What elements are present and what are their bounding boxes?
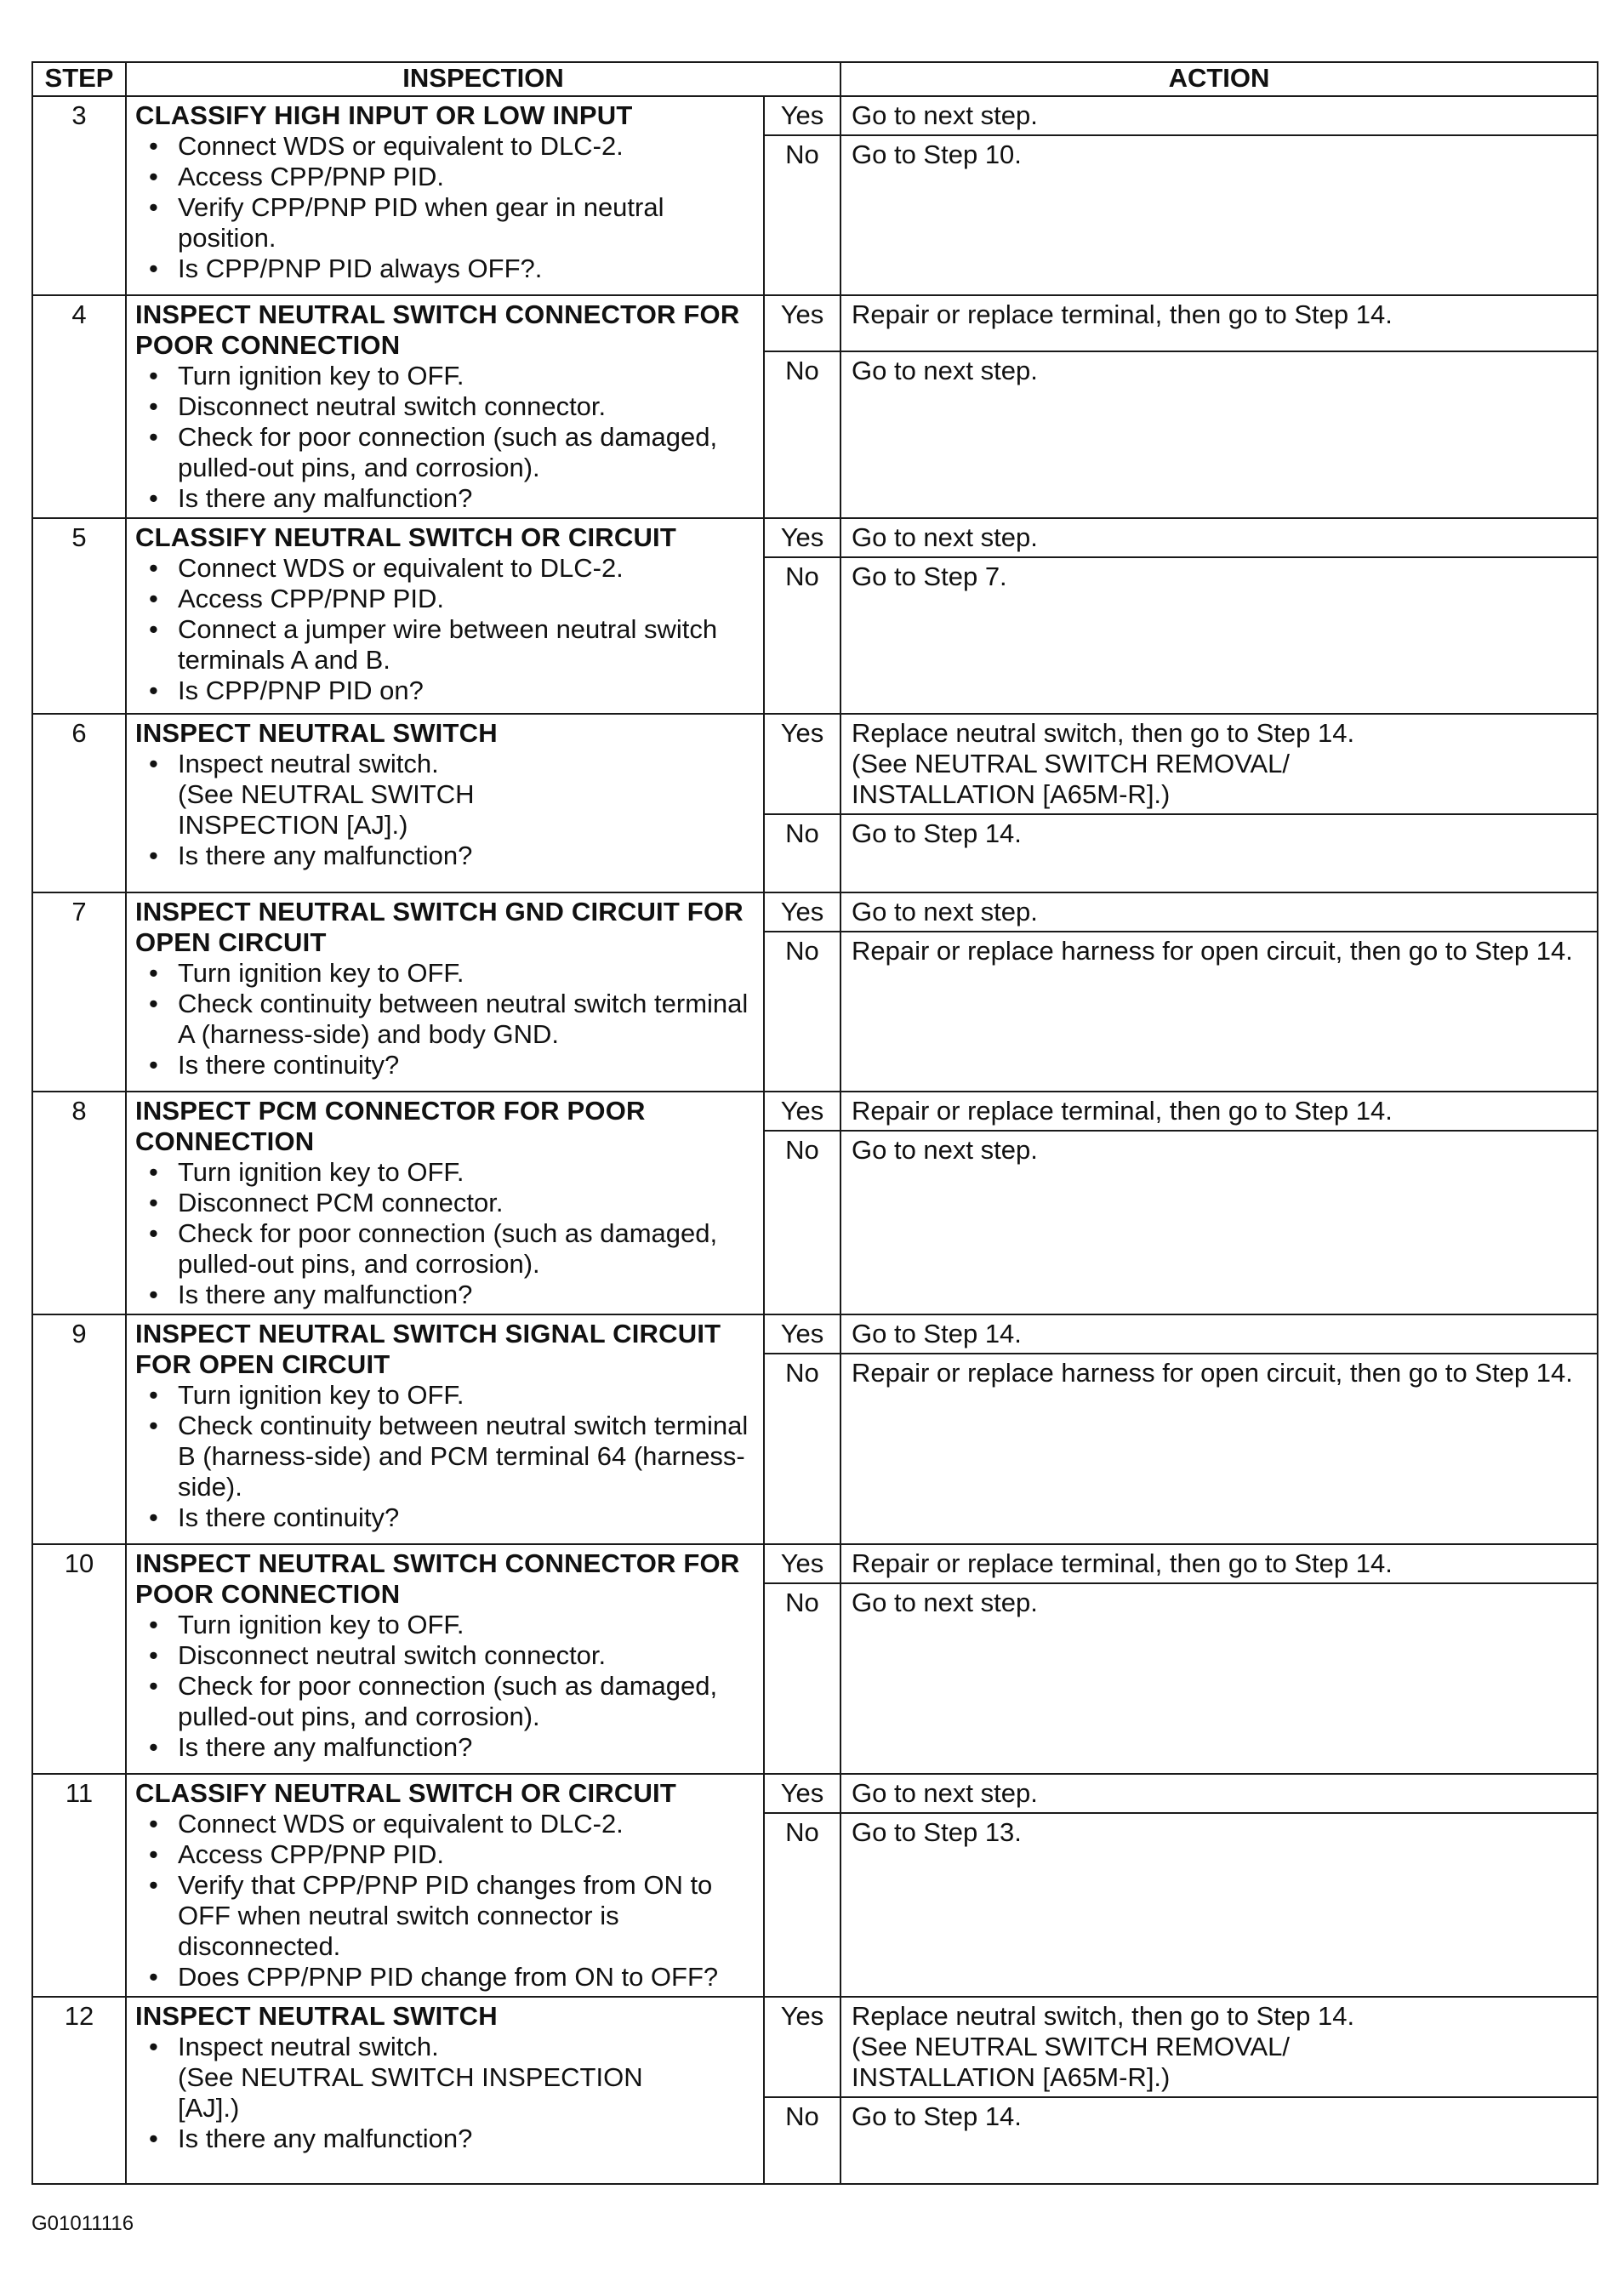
inspection-bullet: • Check for poor connection (such as damaged, pulled-out pins, and corrosion). [178,422,755,483]
step-number: 5 [32,518,126,714]
inspection-title: CLASSIFY NEUTRAL SWITCH OR CIRCUIT [135,1778,676,1808]
no-action: Go to Step 13. [840,1813,1598,1997]
table-header-row [32,62,1598,96]
inspection-bullet: • Turn ignition key to OFF. [178,361,755,391]
diagnostic-table [31,61,1598,2185]
inspection-bullet: • Turn ignition key to OFF. [178,1157,755,1188]
table-row [32,295,1598,351]
inspection-title: INSPECT NEUTRAL SWITCH SIGNAL CIRCUIT FOR OPEN CIRCUIT [135,1319,721,1379]
no-label: No [764,932,840,1092]
inspection-cell [126,295,764,518]
inspection-bullet: • Connect a jumper wire between neutral switch terminals A and B. [178,614,755,676]
yes-action: Repair or replace terminal, then go to Step 14. [840,1544,1598,1583]
inspection-bullet: • Check continuity between neutral switch terminal B (harness-side) and PCM terminal 64 (harness-side). [178,1411,755,1502]
inspection-cell [126,892,764,1092]
inspection-bullet: • Connect WDS or equivalent to DLC-2. [178,553,755,584]
yes-label: Yes [764,1092,840,1131]
inspection-bullet: • Does CPP/PNP PID change from ON to OFF? [178,1962,755,1993]
inspection-bullet: • Disconnect PCM connector. [178,1188,755,1218]
yes-label: Yes [764,1544,840,1583]
inspection-bullets [135,1157,755,1310]
no-action: Repair or replace harness for open circuit, then go to Step 14. [840,1354,1598,1544]
no-action: Go to Step 14. [840,2097,1598,2184]
step-number: 8 [32,1092,126,1314]
header-step: STEP [32,62,126,96]
step-number: 11 [32,1774,126,1997]
no-action: Go to Step 7. [840,557,1598,714]
inspection-cell [126,96,764,295]
inspection-bullet: • Inspect neutral switch. (See NEUTRAL SWITCH INSPECTION [AJ].) [178,2032,755,2124]
table-row [32,1997,1598,2097]
no-action: Go to Step 10. [840,135,1598,295]
yes-label: Yes [764,1997,840,2097]
header-inspection: INSPECTION [126,62,840,96]
step-number: 4 [32,295,126,518]
inspection-bullets [135,958,755,1080]
inspection-bullets [135,1610,755,1763]
inspection-cell [126,1544,764,1774]
yes-action: Go to next step. [840,892,1598,932]
step-number: 10 [32,1544,126,1774]
table-body [32,96,1598,2184]
inspection-cell [126,1997,764,2184]
no-label: No [764,814,840,892]
inspection-bullet: • Is there any malfunction? [178,1280,755,1310]
inspection-bullet: • Connect WDS or equivalent to DLC-2. [178,131,755,162]
step-number: 12 [32,1997,126,2184]
inspection-bullets [135,2032,755,2154]
yes-action: Repair or replace terminal, then go to Step 14. [840,1092,1598,1131]
inspection-cell [126,1314,764,1544]
table-row [32,714,1598,814]
inspection-bullet: • Check for poor connection (such as damaged, pulled-out pins, and corrosion). [178,1218,755,1280]
no-action: Go to next step. [840,1131,1598,1314]
inspection-bullet: • Inspect neutral switch. (See NEUTRAL SWITCH INSPECTION [AJ].) [178,749,755,841]
inspection-title: CLASSIFY HIGH INPUT OR LOW INPUT [135,100,633,130]
step-number: 9 [32,1314,126,1544]
inspection-bullet: • Is there any malfunction? [178,483,755,514]
inspection-bullet: • Verify CPP/PNP PID when gear in neutral position. [178,192,755,254]
inspection-bullet: • Access CPP/PNP PID. [178,162,755,192]
step-number: 7 [32,892,126,1092]
no-label: No [764,135,840,295]
inspection-cell [126,1774,764,1997]
step-number: 3 [32,96,126,295]
figure-code: G01011116 [31,2212,134,2235]
inspection-bullets [135,553,755,706]
no-action: Repair or replace harness for open circuit, then go to Step 14. [840,932,1598,1092]
table-row [32,96,1598,135]
yes-label: Yes [764,295,840,351]
inspection-bullet: • Disconnect neutral switch connector. [178,391,755,422]
yes-action: Go to next step. [840,96,1598,135]
inspection-bullets [135,361,755,514]
inspection-bullet: • Is there any malfunction? [178,841,755,871]
inspection-title: CLASSIFY NEUTRAL SWITCH OR CIRCUIT [135,522,676,552]
table-row [32,1314,1598,1354]
inspection-title: INSPECT NEUTRAL SWITCH GND CIRCUIT FOR OPEN CIRCUIT [135,897,744,957]
yes-label: Yes [764,518,840,557]
yes-action: Go to Step 14. [840,1314,1598,1354]
no-action: Go to next step. [840,351,1598,518]
inspection-bullet: • Check continuity between neutral switch terminal A (harness-side) and body GND. [178,989,755,1050]
table-row [32,1092,1598,1131]
inspection-bullet: • Is there continuity? [178,1050,755,1080]
table-row [32,1544,1598,1583]
inspection-title: INSPECT NEUTRAL SWITCH [135,2001,498,2031]
yes-action: Go to next step. [840,518,1598,557]
inspection-title: INSPECT NEUTRAL SWITCH [135,718,498,748]
no-label: No [764,351,840,518]
inspection-bullet: • Is there any malfunction? [178,1732,755,1763]
inspection-bullets [135,749,755,871]
inspection-bullet: • Turn ignition key to OFF. [178,1380,755,1411]
inspection-cell [126,714,764,892]
table-row [32,892,1598,932]
no-label: No [764,1583,840,1774]
table-row [32,518,1598,557]
yes-action: Replace neutral switch, then go to Step 14. (See NEUTRAL SWITCH REMOVAL/ INSTALLATION [A65M-R].) [840,714,1598,814]
inspection-bullet: • Is CPP/PNP PID always OFF?. [178,254,755,284]
inspection-bullet: • Is CPP/PNP PID on? [178,676,755,706]
inspection-bullet: • Is there continuity? [178,1502,755,1533]
inspection-bullet: • Is there any malfunction? [178,2124,755,2154]
no-label: No [764,2097,840,2184]
yes-label: Yes [764,1774,840,1813]
inspection-bullet: • Check for poor connection (such as damaged, pulled-out pins, and corrosion). [178,1671,755,1732]
inspection-cell [126,1092,764,1314]
inspection-bullet: • Turn ignition key to OFF. [178,1610,755,1640]
step-number: 6 [32,714,126,892]
inspection-bullet: • Access CPP/PNP PID. [178,1839,755,1870]
yes-label: Yes [764,892,840,932]
inspection-title: INSPECT NEUTRAL SWITCH CONNECTOR FOR POOR CONNECTION [135,1548,740,1609]
inspection-title: INSPECT NEUTRAL SWITCH CONNECTOR FOR POOR CONNECTION [135,299,740,360]
yes-action: Replace neutral switch, then go to Step 14. (See NEUTRAL SWITCH REMOVAL/ INSTALLATION [A65M-R].) [840,1997,1598,2097]
no-label: No [764,1813,840,1997]
yes-action: Go to next step. [840,1774,1598,1813]
inspection-bullets [135,1380,755,1533]
header-action: ACTION [840,62,1598,96]
inspection-bullet: • Connect WDS or equivalent to DLC-2. [178,1809,755,1839]
no-label: No [764,1354,840,1544]
inspection-bullet: • Disconnect neutral switch connector. [178,1640,755,1671]
yes-label: Yes [764,96,840,135]
inspection-bullets [135,131,755,284]
yes-action: Repair or replace terminal, then go to Step 14. [840,295,1598,351]
table-row [32,1774,1598,1813]
no-action: Go to next step. [840,1583,1598,1774]
no-label: No [764,557,840,714]
inspection-bullets [135,1809,755,1993]
no-label: No [764,1131,840,1314]
inspection-bullet: • Verify that CPP/PNP PID changes from ON to OFF when neutral switch connector is disconnected. [178,1870,755,1962]
inspection-bullet: • Turn ignition key to OFF. [178,958,755,989]
inspection-cell [126,518,764,714]
inspection-bullet: • Access CPP/PNP PID. [178,584,755,614]
inspection-title: INSPECT PCM CONNECTOR FOR POOR CONNECTION [135,1096,646,1156]
yes-label: Yes [764,1314,840,1354]
no-action: Go to Step 14. [840,814,1598,892]
yes-label: Yes [764,714,840,814]
